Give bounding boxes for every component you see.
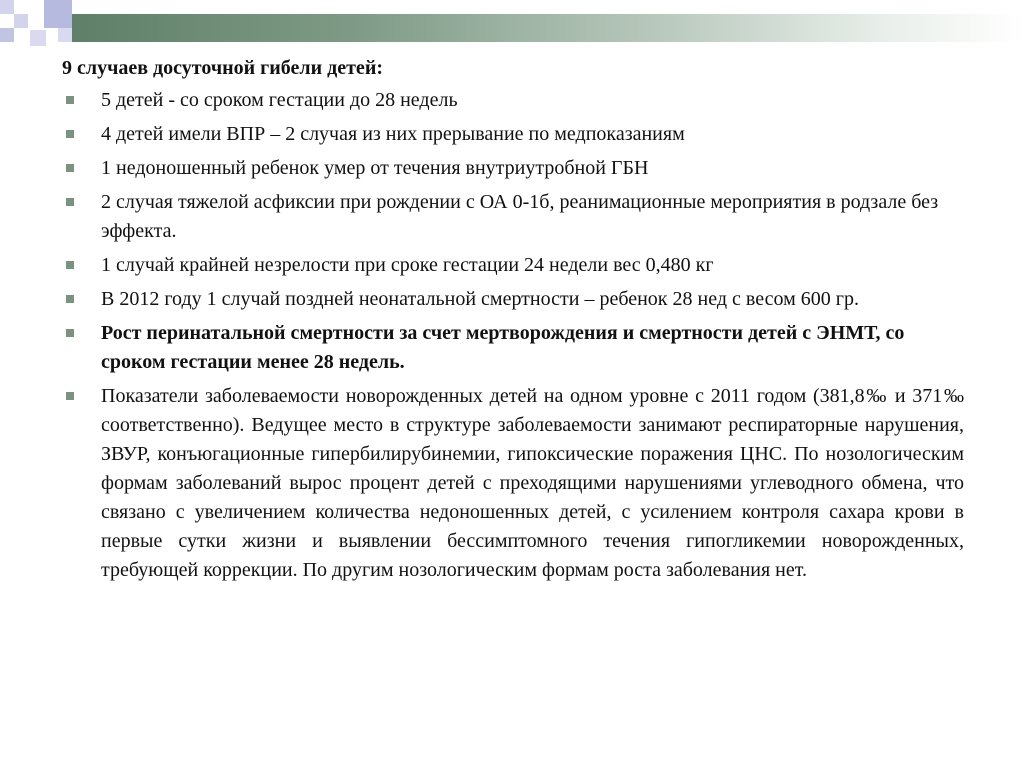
- bullet-item: [62, 188, 964, 246]
- slide-heading: 9 случаев досуточной гибели детей:: [62, 57, 383, 79]
- bullet-text: Показатели заболеваемости новорожденных детей на одном уровне с 2011 годом (381,8‰ и 371‰ соответственно). Ведущее место в структуре заболеваемости занимают респираторные нарушения, ЗВУР, конъюгационные гипербилирубинемии, гипоксические поражения ЦНС. По нозологическим формам заболеваний вырос процент детей с преходящими нарушениями углеводного обмена, что связано с увеличением количества недоношенных детей, с усилением контроля сахара крови в первые сутки жизни и выявлении бессимптомного течения гипогликемии новорожденных, требующей коррекции. По другим нозологическим формам роста заболевания нет.: [101, 385, 964, 581]
- bullet-item: [62, 120, 964, 149]
- decorative-square: [0, 28, 14, 42]
- bullet-text: 4 детей имели ВПР – 2 случая из них прерывание по медпоказаниям: [101, 123, 685, 145]
- decorative-square: [58, 28, 72, 42]
- decorative-square: [44, 0, 72, 28]
- bullet-item-paragraph: [62, 382, 964, 585]
- bullet-list: [62, 86, 964, 585]
- bullet-item-emphasis: [62, 319, 964, 377]
- square-bullet-icon: [66, 164, 74, 172]
- square-bullet-icon: [66, 198, 74, 206]
- square-bullet-icon: [66, 392, 74, 400]
- header-gradient-band: [72, 14, 1024, 42]
- bullet-text: 2 случая тяжелой асфиксии при рождении с ОА 0-1б, реанимационные мероприятия в родзале без эффекта.: [101, 191, 939, 242]
- square-bullet-icon: [66, 130, 74, 138]
- bullet-item: [62, 154, 964, 183]
- decorative-square: [0, 0, 14, 14]
- decorative-square: [14, 14, 28, 28]
- square-bullet-icon: [66, 329, 74, 337]
- bullet-item: [62, 251, 964, 280]
- square-bullet-icon: [66, 96, 74, 104]
- bullet-text: 1 случай крайней незрелости при сроке гестации 24 недели вес 0,480 кг: [101, 254, 714, 276]
- bullet-text: Рост перинатальной смертности за счет мертворождения и смертности детей с ЭНМТ, со сроком гестации менее 28 недель.: [101, 322, 905, 373]
- bullet-text: 5 детей - со сроком гестации до 28 недель: [101, 89, 458, 111]
- bullet-text: 1 недоношенный ребенок умер от течения внутриутробной ГБН: [101, 157, 649, 179]
- decorative-square: [30, 30, 46, 46]
- bullet-text: В 2012 году 1 случай поздней неонатальной смертности – ребенок 28 нед с весом 600 гр.: [101, 288, 859, 310]
- square-bullet-icon: [66, 295, 74, 303]
- square-bullet-icon: [66, 261, 74, 269]
- bullet-item: [62, 86, 964, 115]
- bullet-item: [62, 285, 964, 314]
- slide-content: [62, 54, 964, 590]
